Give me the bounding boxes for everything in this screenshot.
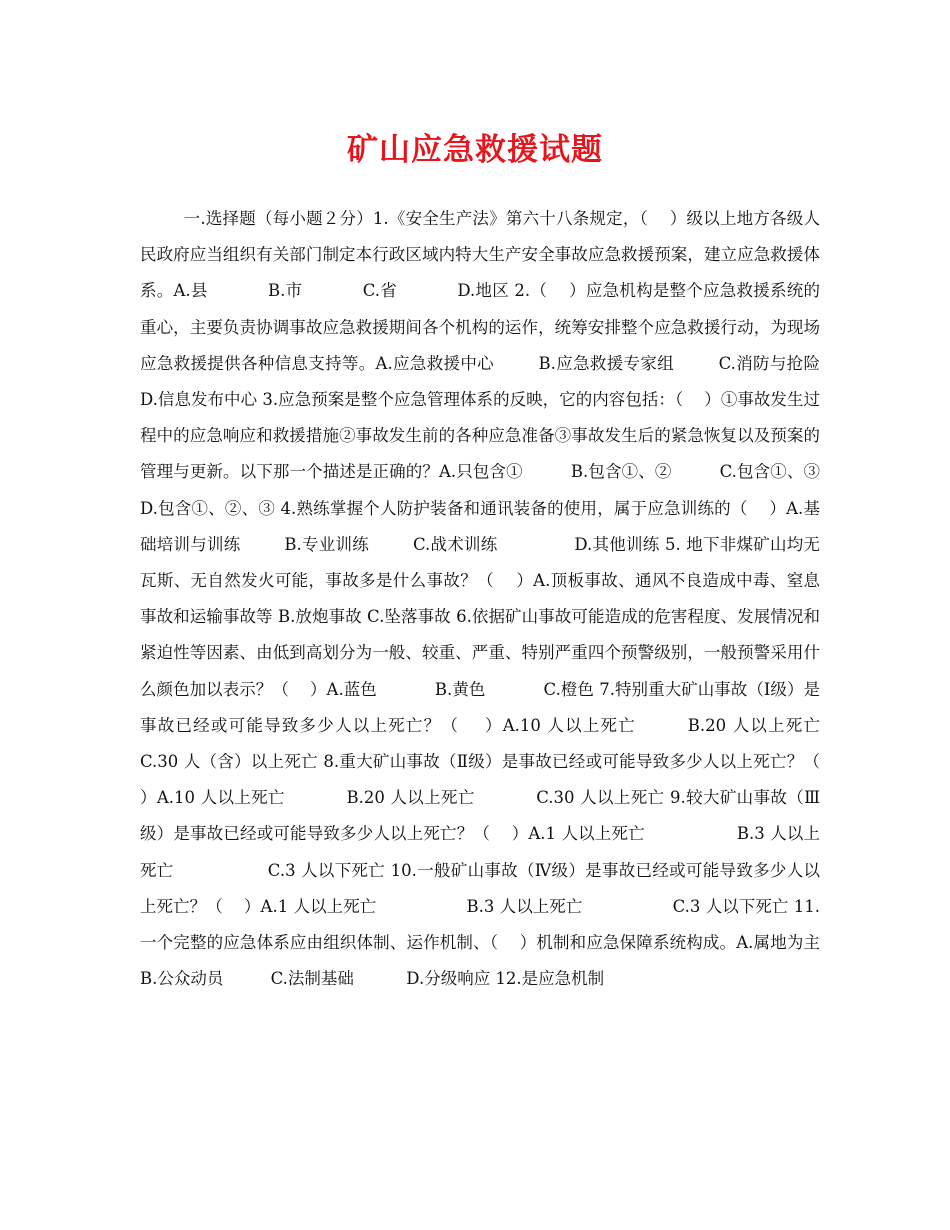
document-title: 矿山应急救援试题 xyxy=(347,132,603,168)
document-body: 一.选择题（每小题２分）1.《安全生产法》第六十八条规定，（ ）级以上地方各级人民政府应当组织有关部门制定本行政区域内特大生产安全事故应急救援预案，建立应急救援体系。A.县 B.市 C.省 D.地区 2.（ ）应急机构是整个应急救援系统的重心，主要负责协调事故应急救援期间各个机构的运作，统筹安排整个应急救援行动，为现场应急救援提供各种信息支持等。A.应急救援中心 B.应急救援专家组 C.消防与抢险 D.信息发布中心 3.应急预案是整个应急管理体系的反映，它的内容包括：（ ）①事故发生过程中的应急响应和救援措施②事故发生前的各种应急准备③事故发生后的紧急恢复以及预案的管理与更新。以下那一个描述是正确的？A.只包含① B.包含①、② C.包含①、③ D.包含①、②、③ 4.熟练掌握个人防护装备和通讯装备的使用，属于应急训练的（ ）A.基础培训与训练 B.专业训练 C.战术训练 D.其他训练 5. 地下非煤矿山均无瓦斯、无自然发火可能，事故多是什么事故？（ ）A.顶板事故、通风不良造成中毒、窒息事故和运输事故等 B.放炮事故 C.坠落事故 6.依据矿山事故可能造成的危害程度、发展情况和紧迫性等因素、由低到高划分为一般、较重、严重、特别严重四个预警级别，一般预警采用什么颜色加以表示？（ ）A.蓝色 B.黄色 C.橙色 7.特别重大矿山事故（Ⅰ级）是事故已经或可能导致多少人以上死亡？（ ）A.10 人以上死亡 B.20 人以上死亡 C.30 人（含）以上死亡 8.重大矿山事故（Ⅱ级）是事故已经或可能导致多少人以上死亡？（ ）A.10 人以上死亡 B.20 人以上死亡 C.30 人以上死亡 9.较大矿山事故（Ⅲ级）是事故已经或可能导致多少人以上死亡？（ ）A.1 人以上死亡 B.3 人以上死亡 C.3 人以下死亡 10.一般矿山事故（Ⅳ级）是事故已经或可能导致多少人以上死亡？（ ）A.1 人以上死亡 B.3 人以上死亡 C.3 人以下死亡 11.一个完整的应急体系应由组织体制、运作机制、（ ）机制和应急保障系统构成。A.属地为主 B.公众动员 C.法制基础 D.分级响应 12.是应急机制 xyxy=(140,209,883,989)
